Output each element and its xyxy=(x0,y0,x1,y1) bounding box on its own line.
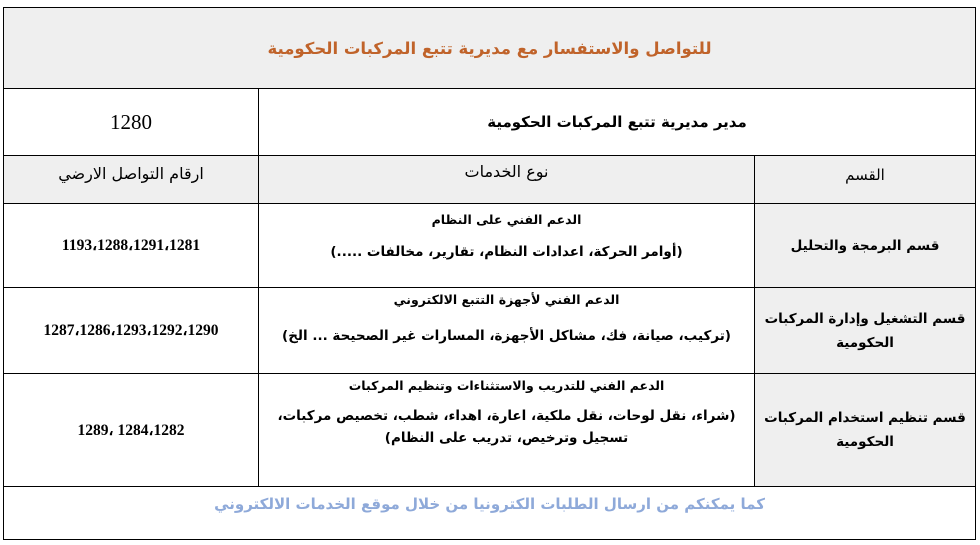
phone-numbers: 1284،1282 ،1289 xyxy=(77,421,185,439)
director-number: 1280 xyxy=(110,109,152,134)
phones-cell xyxy=(4,374,258,486)
phone-numbers: 1287،1286،1293،1292،1290 xyxy=(43,322,219,339)
phones-cell xyxy=(4,288,258,373)
table-row xyxy=(4,373,975,486)
department-cell xyxy=(754,288,975,373)
service-detail: (شراء، نقل لوحات، نقل ملكية، اعارة، اهداء، شطب، تخصيص مركبات، تسجيل وترخيص، تدريب على النظام) xyxy=(277,408,736,446)
header-phones-cell xyxy=(4,156,258,203)
service-detail: (تركيب، صيانة، فك، مشاكل الأجهزة، المسارات غير الصحيحة ... الخ) xyxy=(282,328,731,344)
services-cell xyxy=(258,204,754,287)
director-number-cell xyxy=(4,89,258,155)
department-cell xyxy=(754,374,975,486)
department-name: قسم تنظيم استخدام المركبات الحكومية xyxy=(764,410,966,450)
department-name: قسم التشغيل وإدارة المركبات الحكومية xyxy=(764,310,966,351)
services-cell xyxy=(258,288,754,373)
footer-row xyxy=(4,486,975,539)
header-phones: ارقام التواصل الارضي xyxy=(58,164,204,183)
phones-cell xyxy=(4,204,258,287)
phone-numbers: 1193،1288،1291،1281 xyxy=(61,237,201,254)
director-label-cell xyxy=(258,89,975,155)
page-title: للتواصل والاستفسار مع مديرية تتبع المركبات الحكومية xyxy=(267,38,712,58)
contact-table xyxy=(3,7,976,540)
footer-note: كما يمكنكم من ارسال الطلبات الكترونيا من خلال موقع الخدمات الالكتروني xyxy=(214,495,765,513)
header-services: نوع الخدمات xyxy=(464,162,549,181)
table-row xyxy=(4,203,975,287)
title-row xyxy=(4,8,975,88)
department-name: قسم البرمجة والتحليل xyxy=(790,237,940,254)
header-department-cell xyxy=(754,156,975,203)
service-title: الدعم الفني لأجهزة التتبع الالكتروني xyxy=(393,292,620,307)
header-row xyxy=(4,155,975,203)
department-cell xyxy=(754,204,975,287)
header-department: القسم xyxy=(845,166,885,184)
table-row xyxy=(4,287,975,373)
header-services-cell xyxy=(258,156,754,203)
director-row xyxy=(4,88,975,155)
service-title: الدعم الفني للتدريب والاستثناءات وتنظيم المركبات xyxy=(348,378,665,393)
director-label: مدير مديرية تتبع المركبات الحكومية xyxy=(487,113,747,131)
service-detail: (أوامر الحركة، اعدادات النظام، تقارير، مخالفات .....) xyxy=(330,244,683,260)
services-cell xyxy=(258,374,754,486)
service-title: الدعم الفني على النظام xyxy=(431,212,582,227)
